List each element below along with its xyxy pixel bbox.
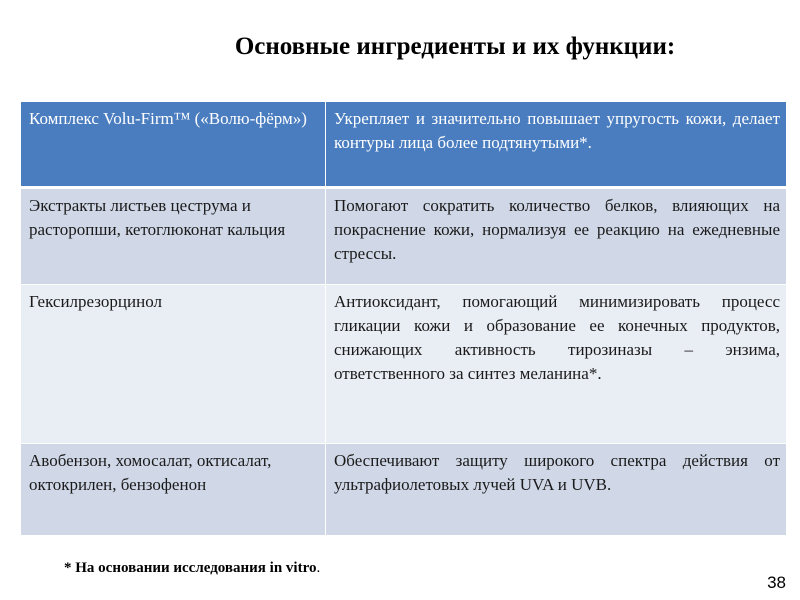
ingredient-cell: Комплекс Volu-Firm™ («Волю-фёрм») (21, 102, 326, 188)
footnote-tail: . (316, 560, 321, 576)
ingredient-cell: Гексилрезорцинол (21, 285, 326, 444)
table-row (21, 285, 787, 444)
table-row (21, 444, 787, 536)
slide-title: Основные ингредиенты и их функции: (234, 33, 676, 60)
function-cell: Помогают сократить количество белков, влияющих на покраснение кожи, нормализуя ее реакцию на ежедневные стрессы. (326, 188, 787, 285)
ingredients-table (20, 101, 787, 536)
ingredient-cell: Авобензон, хомосалат, октисалат, октокрилен, бензофенон (21, 444, 326, 536)
page-number: 38 (767, 573, 786, 592)
ingredient-cell: Экстракты листьев цеструма и расторопши, кетоглюконат кальция (21, 188, 326, 285)
table-row (21, 102, 787, 188)
function-cell: Обеспечивают защиту широкого спектра действия от ультрафиолетовых лучей UVA и UVB. (326, 444, 787, 536)
function-cell: Антиоксидант, помогающий минимизировать процесс гликации кожи и образование ее конечных продуктов, снижающих активность тирозиназы – энзима, ответственного за синтез меланина*. (326, 285, 787, 444)
footnote (64, 560, 320, 577)
table-row (21, 188, 787, 285)
function-cell: Укрепляет и значительно повышает упругость кожи, делает контуры лица более подтянутыми*. (326, 102, 787, 188)
footnote-text: * На основании исследования in vitro (64, 560, 317, 576)
